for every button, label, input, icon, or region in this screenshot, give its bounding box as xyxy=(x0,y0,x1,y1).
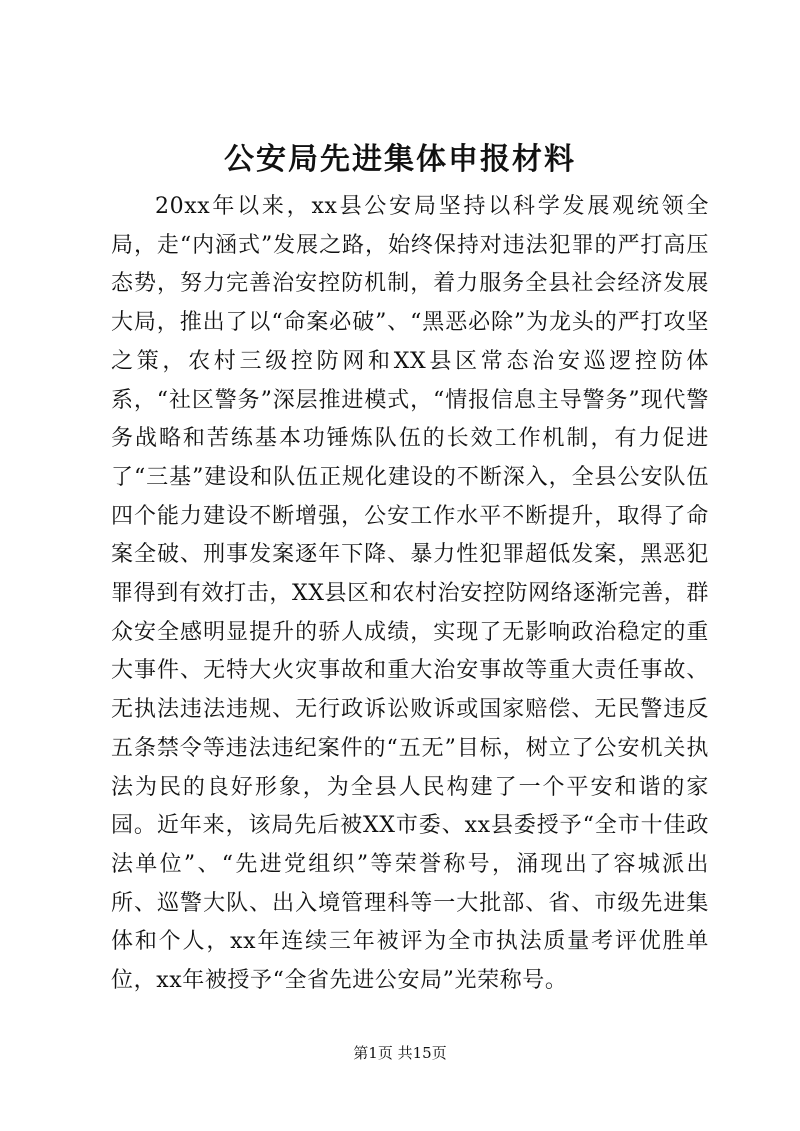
document-title: 公安局先进集体申报材料 xyxy=(224,142,576,177)
page-number-footer: 第1页 共15页 xyxy=(353,1044,447,1062)
body-paragraph: 20xx年以来，xx县公安局坚持以科学发展观统领全局，走“内涵式”发展之路，始终保持对违法犯罪的严打高压态势，努力完善治安控防机制，着力服务全县社会经济发展大局，推出了以“命案必破”、“黑恶必除”为龙头的严打攻坚之策，农村三级控防网和XX县区常态治安巡逻控防体系，“社区警务”深层推进模式，“情报信息主导警务”现代警务战略和苦练基本功锤炼队伍的长效工作机制，有力促进了“三基”建设和队伍正规化建设的不断深入，全县公安队伍四个能力建设不断增强，公安工作水平不断提升，取得了命案全破、刑事发案逐年下降、暴力性犯罪超低发案，黑恶犯罪得到有效打击，XX县区和农村治安控防网络逐渐完善，群众安全感明显提升的骄人成绩，实现了无影响政治稳定的重大事件、无特大火灾事故和重大治安事故等重大责任事故、无执法违法违规、无行政诉讼败诉或国家赔偿、无民警违反五条禁令等违法违纪案件的“五无”目标，树立了公安机关执法为民的良好形象，为全县人民构建了一个平安和谐的家园。近年来，该局先后被XX市委、xx县委授予“全市十佳政法单位”、“先进党组织”等荣誉称号，涌现出了容城派出所、巡警大队、出入境管理科等一大批部、省、市级先进集体和个人，xx年连续三年被评为全市执法质量考评优胜单位，xx年被授予“全省先进公安局”光荣称号。 xyxy=(111,194,709,994)
